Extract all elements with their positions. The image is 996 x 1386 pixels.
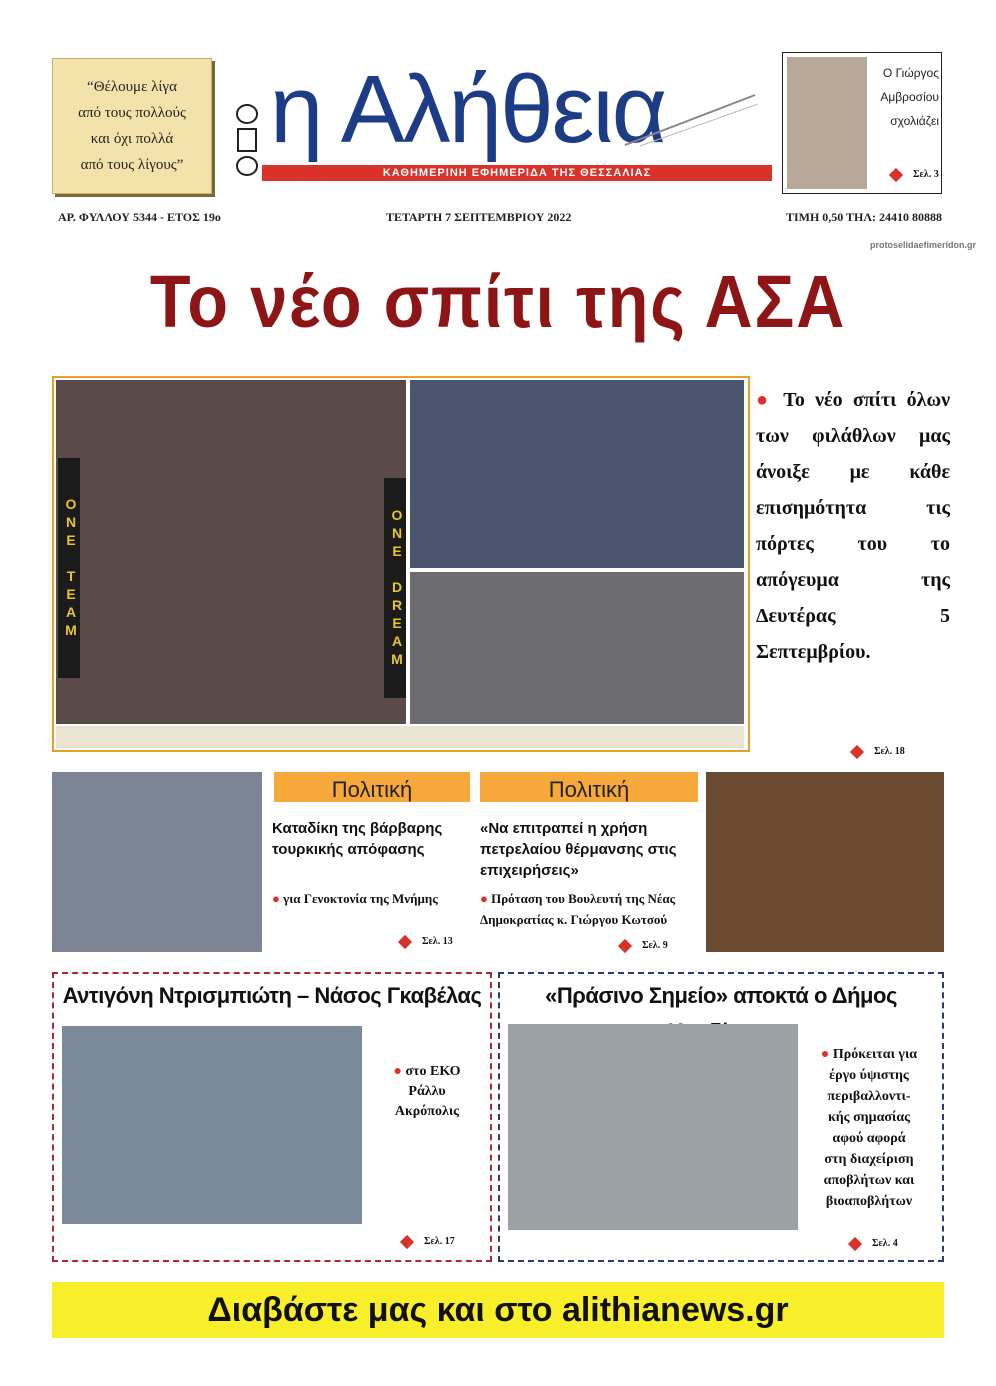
story-right-page-ref — [620, 940, 668, 951]
issue-number: ΑΡ. ΦΥΛΛΟΥ 5344 - ΕΤΟΣ 19ο — [58, 210, 221, 224]
story-left-sub — [272, 888, 472, 909]
columnist-line: Ο Γιώργος — [882, 66, 939, 80]
bullet-icon: ● — [756, 389, 784, 411]
story-right-page-label: Σελ. 9 — [642, 940, 668, 951]
metropolitan-photo[interactable] — [52, 772, 262, 952]
side-story-page-ref — [852, 746, 905, 757]
rally-text-line: στο ΕΚΟ — [405, 1064, 461, 1079]
rally-story-box[interactable] — [52, 972, 492, 1262]
diamond-icon — [889, 167, 903, 181]
columnist-page-label: Σελ. 3 — [913, 169, 939, 180]
diamond-icon — [848, 1236, 862, 1250]
side-story-text: Το νέο σπίτι όλων των φιλάθλων μας άνοιξε με κάθε επισημότητα τις πόρτες του το απόγευμα της Δευτέρας 5 Σεπτεμβρίου. — [756, 389, 950, 663]
section-tag-politics: Πολιτική — [480, 772, 698, 802]
green-point-text-line: έργο ύψιστης — [829, 1068, 909, 1083]
masthead-subtitle: ΚΑΘΗΜΕΡΙΝΗ ΕΦΗΜΕΡΙΔΑ ΤΗΣ ΘΕΣΣΑΛΙΑΣ — [262, 165, 772, 181]
parliament-photo[interactable] — [706, 772, 944, 952]
rally-page-ref — [402, 1236, 455, 1247]
rally-text-line: Ράλλυ — [408, 1084, 446, 1099]
columnist-line: σχολιάζει — [890, 114, 939, 128]
quote-line: από τους λίγους” — [80, 157, 184, 173]
columnist-line: Αμβροσίου — [880, 90, 939, 104]
rally-story-text — [372, 1062, 482, 1122]
main-photo[interactable] — [52, 376, 750, 752]
side-story[interactable] — [756, 382, 950, 670]
green-point-render — [508, 1024, 798, 1230]
story-right-title[interactable]: «Να επιτραπεί η χρήση πετρελαίου θέρμανσης στις επιχειρήσεις» — [480, 820, 677, 879]
green-point-text-line: Πρόκειται για — [832, 1047, 918, 1062]
jersey-photo — [410, 380, 744, 568]
issue-line — [58, 210, 942, 226]
green-point-text-line: αποβλήτων και — [823, 1173, 915, 1188]
columnist-page-ref — [891, 169, 939, 180]
website-banner[interactable]: Διαβάστε μας και στο alithianews.gr — [52, 1282, 944, 1338]
rally-story-title: Αντιγόνη Ντρισμπιώτη – Νάσος Γκαβέλας — [62, 983, 482, 1008]
rally-photo — [62, 1026, 362, 1224]
story-left-sub-text: για Γενοκτονία της Μνήμης — [283, 891, 438, 906]
issue-date: ΤΕΤΑΡΤΗ 7 ΣΕΠΤΕΜΒΡΙΟΥ 2022 — [386, 210, 572, 224]
banner-one-dream: ONE DREAM — [384, 478, 406, 698]
green-point-page-label: Σελ. 4 — [872, 1238, 898, 1249]
green-point-text-line: αφού αφορά — [832, 1131, 906, 1146]
group-photo — [410, 572, 744, 724]
rally-page-label: Σελ. 17 — [424, 1236, 455, 1247]
green-point-text-line: βιοαποβλήτων — [825, 1194, 913, 1209]
green-point-page-ref — [850, 1238, 898, 1249]
story-right-sub — [480, 888, 698, 930]
diamond-icon — [618, 938, 632, 952]
quote-box — [52, 58, 212, 194]
story-left-page-label: Σελ. 13 — [422, 936, 453, 947]
section-tag-politics: Πολιτική — [274, 772, 470, 802]
story-left-page-ref — [400, 936, 453, 947]
photo-strip — [56, 726, 744, 748]
green-point-story-box[interactable] — [498, 972, 944, 1262]
green-point-text-line: περιβαλλοντι- — [827, 1089, 911, 1104]
watermark: protoselidaefimeridon.gr — [869, 240, 976, 250]
banner-one-team: ONE TEAM — [58, 458, 80, 678]
quote-line: και όχι πολλά — [90, 131, 174, 147]
diamond-icon — [850, 744, 864, 758]
story-left-title[interactable]: Καταδίκη της βάρβαρης τουρκικής απόφασης — [272, 820, 443, 858]
logo-swoosh-icon — [620, 90, 760, 150]
ribbon-cutting-photo — [56, 380, 406, 724]
green-point-text-line: στη διαχείριση — [824, 1152, 914, 1167]
bullet-icon: ● — [820, 1047, 833, 1062]
green-point-title: «Πράσινο Σημείο» αποκτά ο Δήμος — [545, 983, 897, 1008]
seal-icon — [236, 104, 258, 176]
bullet-icon: ● — [393, 1064, 406, 1079]
issue-price-phone: ΤΙΜΗ 0,50 ΤΗΛ: 24410 80888 — [785, 210, 942, 224]
rally-text-line: Ακρόπολις — [394, 1104, 460, 1119]
columnist-box[interactable] — [782, 52, 942, 194]
bullet-icon: ● — [480, 891, 492, 906]
green-point-text — [802, 1044, 936, 1212]
quote-line: από τους πολλούς — [78, 105, 186, 121]
story-right-sub-text: Πρόταση του Βουλευτή της Νέας Δημοκρατίας κ. Γιώργου Κωτσού — [480, 891, 676, 927]
bullet-icon: ● — [272, 891, 284, 906]
side-story-page-label: Σελ. 18 — [874, 746, 905, 757]
diamond-icon — [398, 934, 412, 948]
columnist-photo — [787, 57, 867, 189]
green-point-text-line: κής σημασίας — [827, 1110, 911, 1125]
diamond-icon — [400, 1234, 414, 1248]
quote-line: “Θέλουμε λίγα — [87, 79, 177, 95]
columnist-caption — [869, 61, 939, 133]
masthead-logo: η Αλήθεια — [270, 56, 666, 163]
main-headline[interactable]: Το νέο σπίτι της ΑΣΑ — [149, 260, 847, 343]
